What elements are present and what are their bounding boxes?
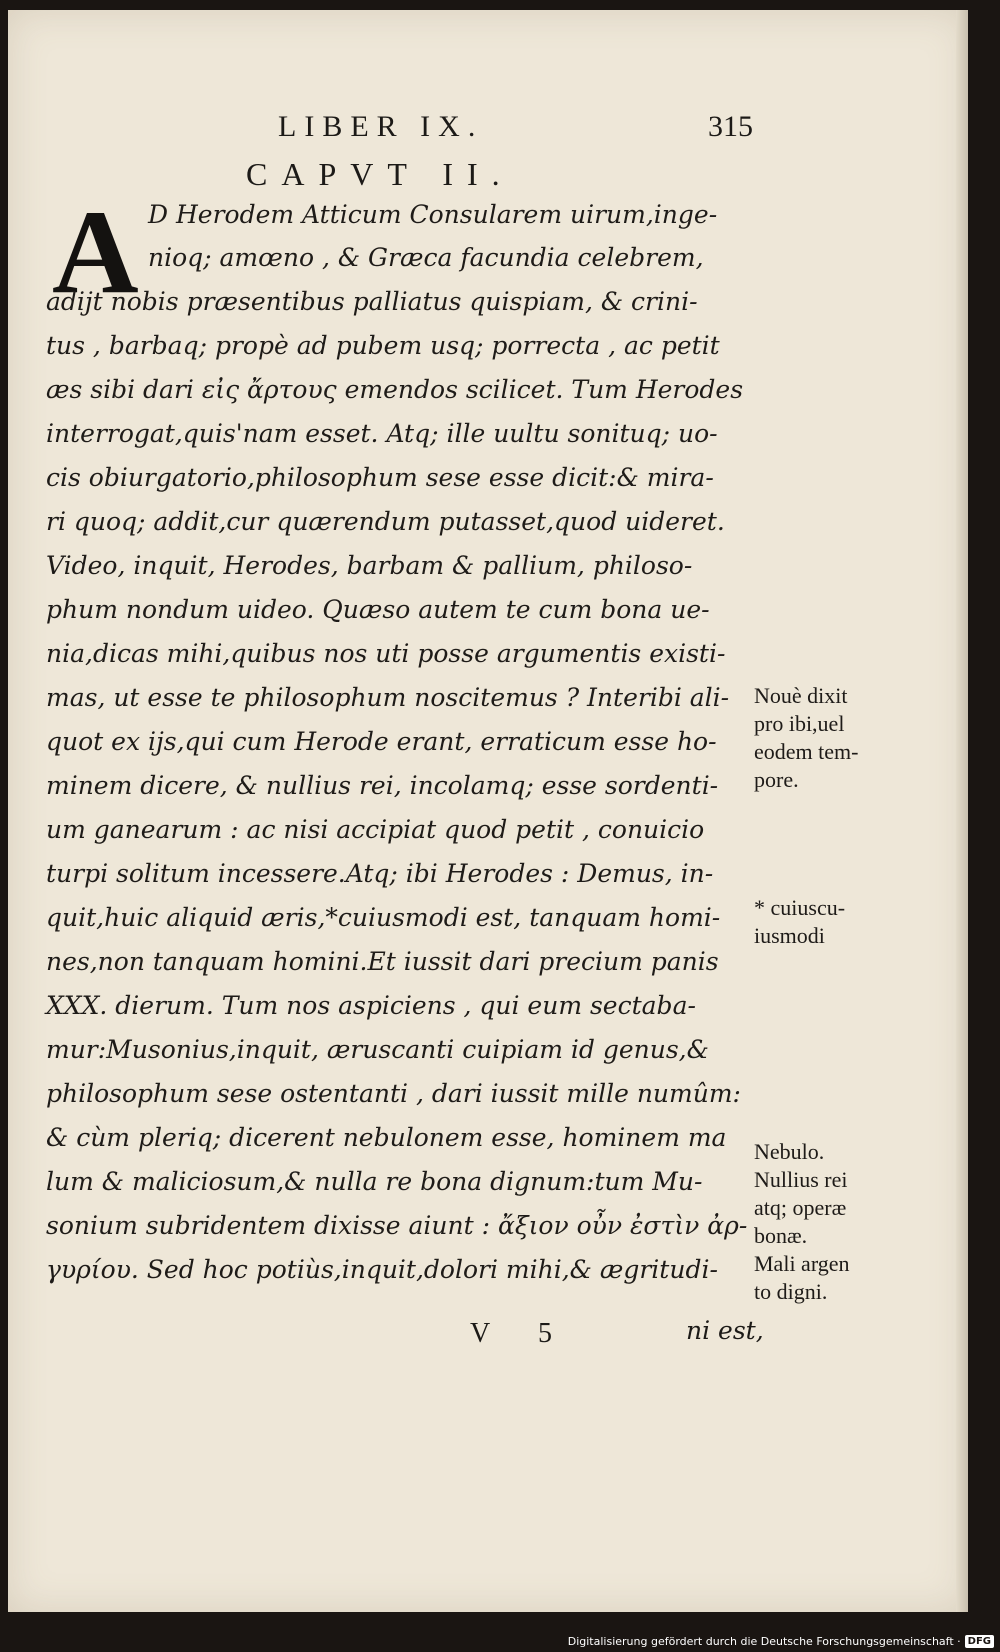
body-line: adijt nobis præsentibus palliatus quispiam, & crini- bbox=[46, 287, 698, 316]
chapter-heading: CAPVT II. bbox=[246, 156, 514, 192]
body-line: phum nondum uideo. Quæso autem te cum bona ue- bbox=[46, 595, 710, 624]
body-line: lum & maliciosum,& nulla re bona dignum:tum Mu- bbox=[46, 1167, 703, 1196]
margin-note: * cuiuscu- iusmodi bbox=[754, 895, 846, 948]
body-line: & cùm pleriq; dicerent nebulonem esse, hominem ma bbox=[46, 1123, 727, 1152]
digitization-credit bbox=[568, 1635, 994, 1648]
body-line: æs sibi dari εἰς ἄρτους emendos scilicet. Tum Herodes bbox=[46, 375, 744, 404]
folio-number: 315 bbox=[708, 110, 753, 143]
body-line: turpi solitum incessere.Atq; ibi Herodes : Demus, in- bbox=[46, 859, 714, 888]
body-line: mur:Musonius,inquit, æruscanti cuipiam id genus,& bbox=[46, 1035, 709, 1064]
body-line: γυρίου. Sed hoc potiùs,inquit,dolori mihi,& ægritudi- bbox=[46, 1255, 718, 1284]
body-line: XXX. dierum. Tum nos aspiciens , qui eum sectaba- bbox=[46, 991, 696, 1020]
book-page bbox=[8, 10, 968, 1612]
margin-note: Nebulo. Nullius rei atq; operæ bonæ. Mali argen to digni. bbox=[754, 1139, 850, 1304]
signature-number: 5 bbox=[538, 1318, 552, 1349]
body-line: interrogat,quis'nam esset. Atq; ille uultu sonituq; uo- bbox=[46, 419, 718, 448]
margin-note: Nouè dixit pro ibi,uel eodem tem- pore. bbox=[754, 683, 859, 792]
signature-letter: V bbox=[470, 1318, 491, 1349]
running-title: LIBER IX. bbox=[278, 110, 484, 143]
body-line: um ganearum : ac nisi accipiat quod petit , conuicio bbox=[46, 815, 705, 844]
body-line: minem dicere, & nullius rei, incolamq; esse sordenti- bbox=[46, 771, 719, 800]
body-line: nioq; amœno , & Græca facundia celebrem, bbox=[148, 243, 704, 272]
body-line: nes,non tanquam homini.Et iussit dari precium panis bbox=[46, 947, 719, 976]
body-line: mas, ut esse te philosophum noscitemus ? Interibi ali- bbox=[46, 683, 730, 712]
dfg-logo: DFG bbox=[965, 1635, 994, 1648]
body-line: sonium subridentem dixisse aiunt : ἄξιον οὖν ἐστὶν ἀρ- bbox=[46, 1211, 748, 1240]
body-line: D Herodem Atticum Consularem uirum,inge- bbox=[148, 200, 718, 229]
catchword: ni est, bbox=[686, 1316, 764, 1345]
body-line: cis obiurgatorio,philosophum sese esse dicit:& mira- bbox=[46, 463, 714, 492]
body-line: Video, inquit, Herodes, barbam & pallium, philoso- bbox=[46, 551, 693, 580]
body-line: tus , barbaq; propè ad pubem usq; porrecta , ac petit bbox=[46, 331, 720, 360]
drop-initial: A bbox=[52, 185, 139, 318]
body-line: nia,dicas mihi,quibus nos uti posse argumentis existi- bbox=[46, 639, 726, 668]
body-line: quot ex ijs,qui cum Herode erant, erraticum esse ho- bbox=[46, 727, 717, 756]
body-line: ri quoq; addit,cur quærendum putasset,quod uideret. bbox=[46, 507, 725, 536]
page-edge bbox=[956, 10, 968, 1612]
credit-text: Digitalisierung gefördert durch die Deutsche Forschungsgemeinschaft · bbox=[567, 1635, 961, 1648]
body-line: quit,huic aliquid æris,*cuiusmodi est, tanquam homi- bbox=[46, 903, 721, 932]
body-line: philosophum sese ostentanti , dari iussit mille numûm: bbox=[46, 1079, 741, 1108]
